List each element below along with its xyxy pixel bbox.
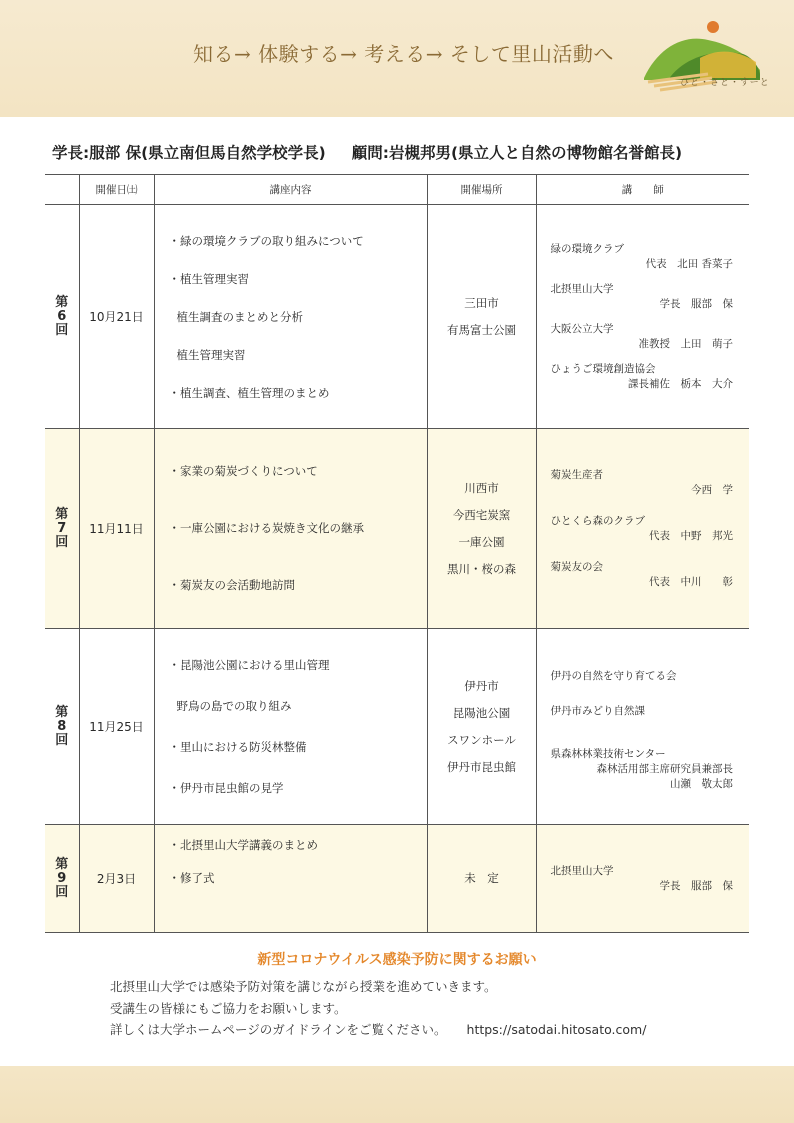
table-row [45,429,749,629]
tagline: 知る→ 体験する→ 考える→ そして里山活動へ [193,42,614,66]
lecturer-name: 代表 中野 邦光 [649,529,733,542]
content-item: ・家業の菊炭づくりについて [168,464,318,478]
lecturer-org: 緑の環境クラブ [550,242,624,255]
venue-line: 昆陽池公園 [452,705,511,720]
venue-line: スワンホール [447,732,516,747]
session-date: 11月25日 [79,629,154,825]
venue-line: 伊丹市 [464,678,499,693]
lecturer-entry [551,747,734,792]
content-item: 植生調査のまとめと分析 [176,309,303,324]
lecturer-org: 伊丹市みどり自然課 [550,705,645,717]
session-date: 11月11日 [79,429,154,629]
session-number: 第9回 [45,825,79,933]
lecturer-org: 大阪公立大学 [550,322,614,335]
content-item: ・昆陽池公園における里山管理 [168,657,330,672]
session-content [154,825,427,933]
session-lecturers [536,629,749,825]
venue-line: 伊丹市昆虫館 [447,759,516,774]
content-item: ・修了式 [168,871,215,885]
lecturer-name: 今西 学 [691,483,733,496]
notice-line: 受講生の皆様にもご協力をお願いします。 [110,1000,347,1016]
content-item: 植生管理実習 [176,347,246,362]
notice-title: 新型コロナウイルス感染予防に関するお願い [257,952,537,968]
venue-line: 三田市 [464,295,499,310]
schedule-table [45,174,749,933]
content-item: ・一庫公園における炭焼き文化の継承 [168,521,364,535]
notice-line-with-url [110,1019,750,1041]
venue-line: 有馬富士公園 [447,322,516,337]
lecturer-org: 菊炭友の会 [550,560,603,573]
header-num [45,175,79,205]
lecturer-org: 菊炭生産者 [550,468,603,481]
content-item: 野鳥の島での取り組み [176,698,292,713]
lecturer-entry [551,704,734,719]
notice-line: 詳しくは大学ホームページのガイドラインをご覧ください。 [110,1022,447,1037]
content-item: ・植生調査、植生管理のまとめ [168,385,330,400]
notice-line: 北摂里山大学では感染予防対策を講じながら授業を進めていきます。 [110,979,497,994]
lecturer-name: 代表 中川 彰 [649,575,733,588]
lecturer-title: 森林活用部主席研究員兼部長 [596,763,733,775]
content-item: ・北摂里山大学講義のまとめ [168,838,318,852]
table-row [45,629,749,825]
lecturer-name: 学長 服部 保 [659,879,733,892]
session-number: 第6回 [45,205,79,429]
notice-body [110,976,750,1041]
table-row [45,825,749,933]
lecturer-entry [551,864,734,894]
session-venue [427,825,536,933]
venue-line: 未 定 [464,871,499,885]
lecturer-entry [551,362,734,392]
session-date: 10月21日 [79,205,154,429]
session-date: 2月3日 [79,825,154,933]
venue-line: 川西市 [464,480,499,495]
lecturer-entry [551,282,734,312]
session-number: 第8回 [45,629,79,825]
content-item: ・菊炭友の会活動地訪問 [168,578,295,592]
session-venue [427,429,536,629]
session-lecturers [536,825,749,933]
lecturer-name: 課長補佐 栃本 大介 [628,377,733,390]
session-number: 第7回 [45,429,79,629]
venue-line: 今西宅炭窯 [452,507,511,522]
president-label: 学長:服部 保(県立南但馬自然学校学長) [52,144,326,162]
lecturer-entry [551,560,734,590]
header-date: 開催日㈯ [79,175,154,205]
lecturer-org: 北摂里山大学 [550,282,614,295]
top-banner [0,0,794,117]
content-item: ・植生管理実習 [168,271,249,286]
lecturer-org: 県森林林業技術センター [550,748,666,760]
session-venue [427,629,536,825]
content-item: ・里山における防災林整備 [168,739,307,754]
session-venue [427,205,536,429]
lecturer-org: ひょうご環境創造協会 [550,362,656,375]
table-row [45,205,749,429]
lecturer-name: 学長 服部 保 [659,297,733,310]
session-content [154,205,427,429]
session-content [154,429,427,629]
lecturer-entry [551,242,734,272]
lecturer-name: 代表 北田 香菜子 [645,257,733,270]
staff-header [52,141,772,163]
session-content [154,629,427,825]
lecturer-entry [551,669,734,684]
lecturer-entry [551,468,734,498]
header-content: 講座内容 [154,175,427,205]
advisor-label: 顧問:岩槻邦男(県立人と自然の博物館名誉館長) [351,144,683,162]
lecturer-entry [551,514,734,544]
header-lecturer: 講 師 [536,175,749,205]
logo-caption: ひと・さと・すーと [680,78,770,88]
lecturer-entry [551,322,734,352]
lecturer-name: 准教授 上田 萌子 [638,337,733,350]
session-lecturers [536,429,749,629]
website-link[interactable]: https://satodai.hitosato.com/ [466,1022,647,1037]
content-item: ・伊丹市昆虫館の見学 [168,780,284,795]
bottom-banner [0,1066,794,1123]
venue-line: 一庫公園 [458,534,505,549]
venue-line: 黒川・桜の森 [447,561,516,576]
lecturer-org: ひとくら森のクラブ [550,514,645,527]
lecturer-name: 山瀬 敬太郎 [670,778,733,790]
lecturer-org: 伊丹の自然を守り育てる会 [550,670,677,682]
content-item: ・緑の環境クラブの取り組みについて [168,233,364,248]
table-header-row [45,175,749,205]
lecturer-org: 北摂里山大学 [550,864,614,877]
header-venue: 開催場所 [427,175,536,205]
session-lecturers [536,205,749,429]
